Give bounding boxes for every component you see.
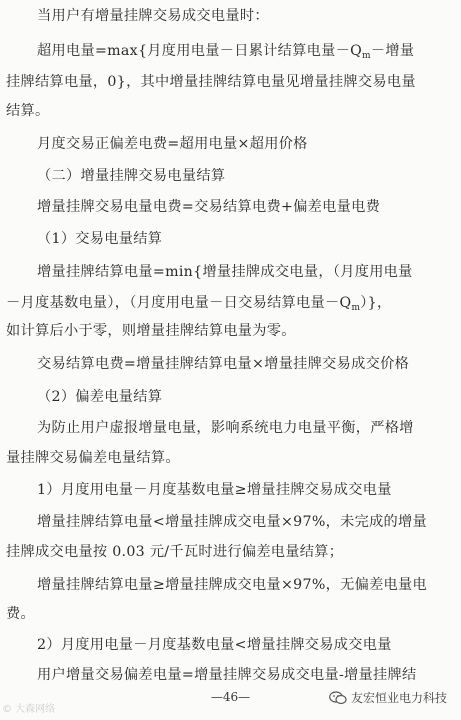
text-line: 1）月度用电量－月度基数电量≥增量挂牌交易成交电量	[37, 482, 392, 498]
text-line: 如计算后小于零，则增量挂牌结算电量为零。	[6, 323, 296, 339]
text-line: 2）月度用电量－月度基数电量<增量挂牌交易成交电量	[37, 637, 392, 653]
text-segment: ）}，	[360, 295, 392, 311]
brand-watermark	[329, 689, 447, 706]
brand-name: 友宏恒业电力科技	[350, 691, 447, 705]
wechat-icon	[329, 691, 347, 705]
text-line: 增量挂牌结算电量=min{增量挂牌成交电量，（月度用电量	[37, 264, 413, 280]
text-line: 月度交易正偏差电费=超用电量×超用价格	[37, 136, 308, 152]
text-line: 结算。	[6, 103, 50, 119]
text-line: 交易结算电费=增量挂牌结算电量×增量挂牌交易成交价格	[37, 356, 410, 372]
text-line: 挂牌结算电量，0}，其中增量挂牌结算电量见增量挂牌交易电量	[6, 74, 416, 90]
text-segment: －增量	[370, 43, 415, 59]
text-line: 增量挂牌结算电量<增量挂牌成交电量×97%，未完成的增量	[37, 514, 428, 530]
text-line	[6, 294, 391, 317]
subsection-heading: （2）偏差电量结算	[37, 389, 163, 405]
text-line: 增量挂牌结算电量≥增量挂牌成交电量×97%，无偏差电量电	[37, 577, 428, 593]
section-heading: （二）增量挂牌交易电量结算	[37, 168, 226, 184]
text-segment: －月度基数电量），（月度用电量－日交易结算电量－Q	[6, 295, 352, 311]
text-segment: 超用电量=max{月度用电量－日累计结算电量－Q	[37, 43, 363, 59]
text-line: 费。	[6, 606, 35, 622]
text-line	[37, 42, 414, 65]
text-line: 用户增量交易偏差电量=增量挂牌交易成交电量-增量挂牌结	[37, 667, 417, 683]
subscript-m: m	[362, 51, 371, 61]
watermark: © 大森网络	[2, 704, 56, 715]
text-line: 当用户有增量挂牌交易成交电量时：	[37, 8, 269, 24]
text-line: 增量挂牌交易电量电费=交易结算电费+偏差电量电费	[37, 199, 381, 215]
subscript-m: m	[351, 303, 361, 313]
page-number: —46—	[210, 690, 251, 704]
text-line: 为防止用户虚报增量电量，影响系统电力电量平衡，严格增	[37, 420, 414, 436]
text-line: 挂牌成交电量按 0.03 元/千瓦时进行偏差电量结算；	[6, 544, 344, 560]
subsection-heading: （1）交易电量结算	[37, 231, 163, 247]
text-line: 量挂牌交易偏差电量结算。	[6, 450, 180, 466]
